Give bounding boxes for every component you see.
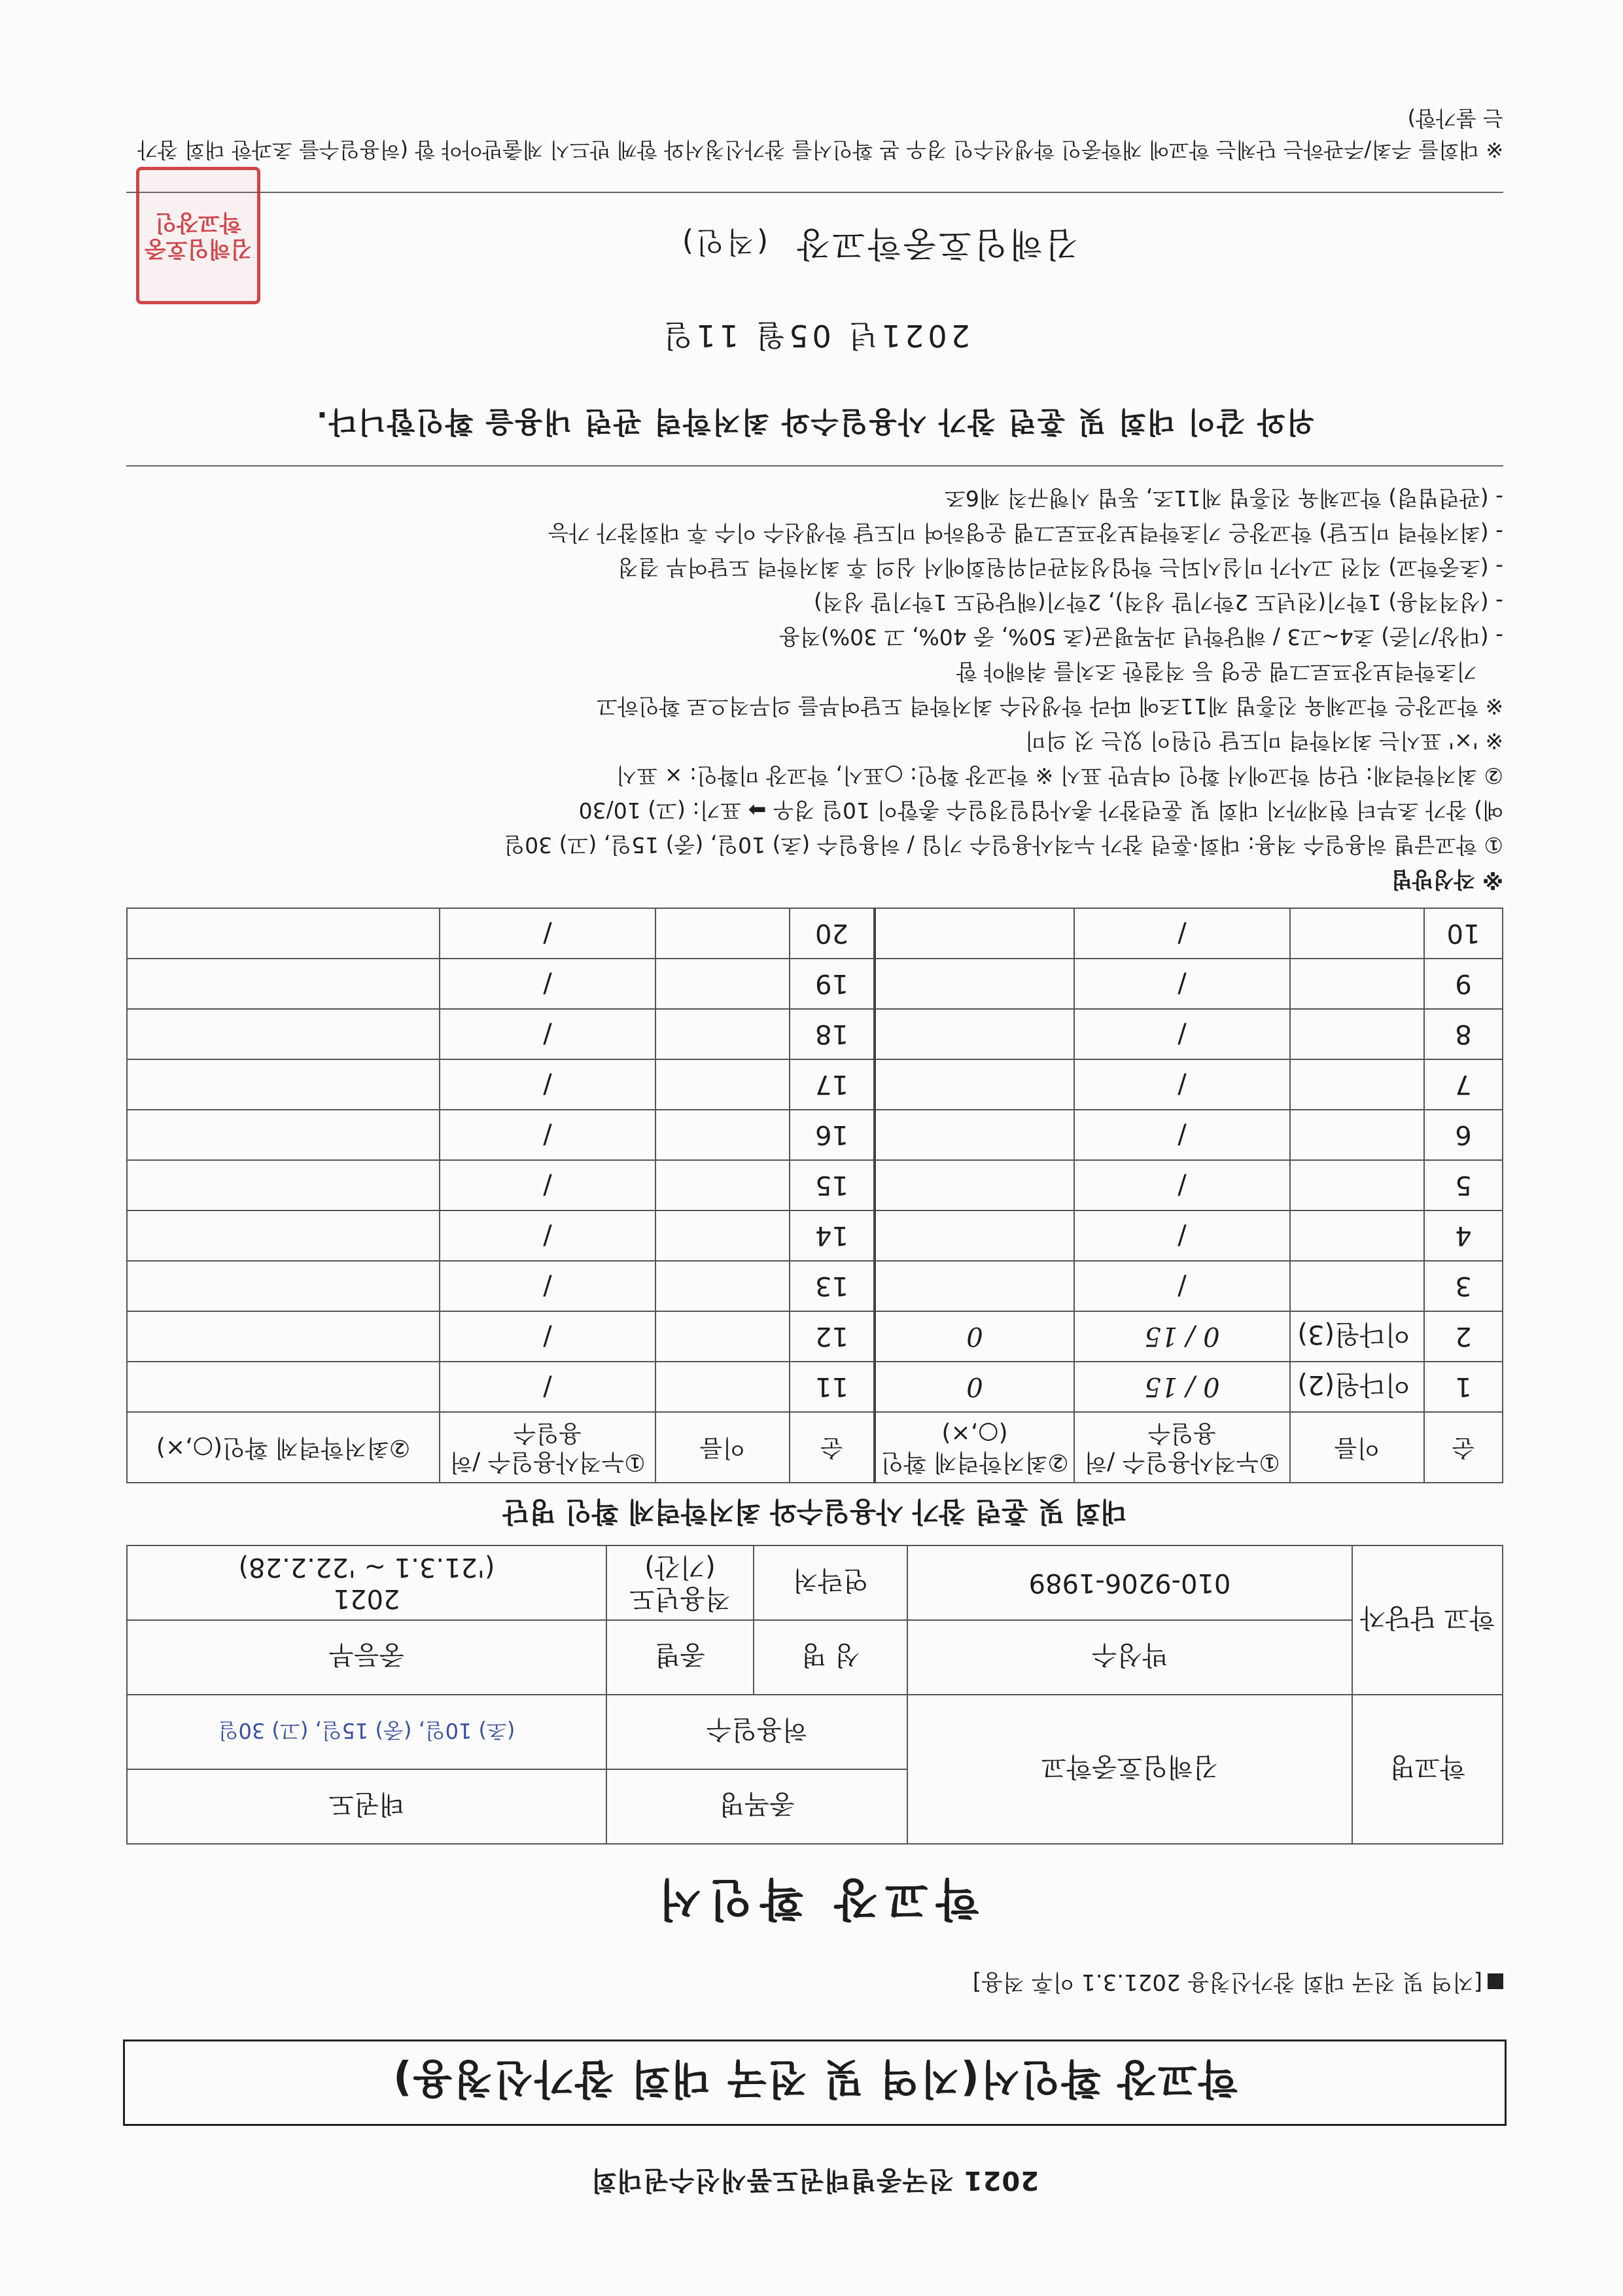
- row-name: [1290, 1261, 1424, 1311]
- row-days: /: [440, 908, 655, 959]
- row-check: [127, 1261, 440, 1311]
- event-value: 태권도: [127, 1769, 606, 1844]
- row-days: /: [1074, 1009, 1290, 1059]
- instruction-7: - (초중학교) 직전 고사가 미실시되는 학업성적관리위원회에서 심의 후 최저학력 도달여부 결정: [618, 555, 1503, 580]
- roster-header-row: [127, 1412, 1503, 1483]
- row-check: [127, 1059, 440, 1110]
- instruction-4-cont: 기초학력보장프로그램 운영 등 적절한 조치를 취해야 함: [956, 659, 1477, 684]
- instruction-2: ② 최저학력제: 단위 학교에서 확인 여부만 표시 ※ 학교장 확인: ○표시, 학교장 미확인: × 표시: [616, 763, 1503, 788]
- row-no: 11: [790, 1362, 875, 1412]
- row-no: 12: [790, 1311, 875, 1362]
- row-check: [875, 1261, 1074, 1311]
- school-manager-label: 학교 담당자: [1352, 1545, 1503, 1695]
- application-note: [126, 1968, 1503, 2000]
- row-name: [1290, 1059, 1424, 1110]
- table-row: [127, 908, 1503, 959]
- row-days: /: [440, 959, 655, 1009]
- col-header-check: ②최저학력제 확인(○,×): [875, 1412, 1074, 1483]
- row-days: 0 / 15: [1074, 1311, 1290, 1362]
- col-header-name: 이름: [1290, 1412, 1424, 1483]
- col-header-no-2: 순: [790, 1412, 875, 1483]
- instruction-4: ※ 학교장은 학교체육 진흥법 제11조에 따라 학생선수 최저학력 도달여부를 의무적으로 확인하고: [597, 694, 1503, 719]
- row-days: /: [1074, 1110, 1290, 1160]
- table-row: [127, 1009, 1503, 1059]
- row-no: 5: [1424, 1160, 1503, 1210]
- row-days: /: [440, 1362, 655, 1412]
- col-header-days: ①누적사용일수 /허용일수: [1074, 1412, 1290, 1483]
- school-info-table: [126, 1545, 1503, 1845]
- school-name-value: 김해임호중학교: [907, 1695, 1352, 1844]
- row-no: 8: [1424, 1009, 1503, 1059]
- table-row: [127, 1059, 1503, 1110]
- row-name: [655, 1009, 790, 1059]
- form-title: 학교장 확인서(지역 및 전국 대회 참가신청용): [392, 2055, 1238, 2104]
- allowed-days-label: 허용일수: [606, 1695, 907, 1769]
- row-check: [127, 1210, 440, 1261]
- instruction-1: ① 학교급별 허용일수 적용: 대회·훈련 참가 누적사용일수 기입 / 허용일수 (초) 10일, (중) 15일, (고) 30일: [504, 832, 1503, 858]
- official-seal-stamp: [136, 167, 260, 304]
- instruction-5: - (대상/기준) 초4~고3 / 해당학년 과목평균(초 50%, 중 40%, 고 30%)적용: [779, 624, 1503, 650]
- contact-value: 010-9206-1989: [907, 1545, 1352, 1620]
- divider: [126, 465, 1503, 467]
- row-check: [127, 1160, 440, 1210]
- division-label: 종별: [606, 1620, 754, 1695]
- instruction-6: - (성적적용) 1학기(전년도 2학기말 성적), 2학기(해당연도 1학기말 성적): [813, 590, 1503, 615]
- table-row: [127, 959, 1503, 1009]
- row-check: [875, 908, 1074, 959]
- row-no: 18: [790, 1009, 875, 1059]
- row-check: [127, 1362, 440, 1412]
- division-value: 중등부: [127, 1620, 606, 1695]
- row-check: [875, 959, 1074, 1009]
- row-no: 6: [1424, 1110, 1503, 1160]
- instruction-3: ※ '×' 표시는 최저학력 미도달 인원이 있는 것 의미: [1024, 728, 1503, 754]
- table-row: [127, 1210, 1503, 1261]
- student-roster-table: [126, 908, 1503, 1483]
- row-days: /: [440, 1210, 655, 1261]
- signer-name: 김해임호중학교장: [794, 224, 1078, 263]
- row-name: [655, 1311, 790, 1362]
- row-days: /: [440, 1261, 655, 1311]
- period-year: 2021: [333, 1583, 400, 1614]
- row-name: [655, 908, 790, 959]
- school-name-label: 학교명: [1352, 1695, 1503, 1844]
- row-no: 2: [1424, 1311, 1503, 1362]
- row-days: /: [1074, 1210, 1290, 1261]
- row-no: 14: [790, 1210, 875, 1261]
- row-no: 7: [1424, 1059, 1503, 1110]
- instructions: [126, 481, 1503, 897]
- confirmation-statement: 위와 같이 대회 및 훈련 참가 사용일수와 최저학력 관련 내용을 확인합니다.: [315, 405, 1315, 438]
- row-check: [875, 1009, 1074, 1059]
- instruction-9: - (관련법령) 학교체육 진흥법 제11조, 동법 시행규칙 제6조: [945, 486, 1503, 511]
- row-name: [655, 1160, 790, 1210]
- row-name: [1290, 908, 1424, 959]
- roster-section-title: 대회 및 훈련 참가 사용일수와 최저학력제 확인 명단: [502, 1496, 1127, 1528]
- instructions-heading: ※ 작성방법: [1391, 867, 1503, 892]
- col-header-no: 순: [1424, 1412, 1503, 1483]
- table-row: [127, 1261, 1503, 1311]
- row-name: [1290, 1160, 1424, 1210]
- row-days: /: [1074, 1160, 1290, 1210]
- period-range: ('21.3.1 ~ '22.2.28): [238, 1552, 495, 1582]
- row-no: 15: [790, 1160, 875, 1210]
- row-no: 19: [790, 959, 875, 1009]
- competition-title: 2021 전국종별태권도품새선수권대회: [590, 2165, 1039, 2195]
- signature-row: [126, 200, 1503, 285]
- row-days: /: [440, 1009, 655, 1059]
- square-bullet-icon: [1488, 1973, 1503, 1989]
- row-name: [655, 1059, 790, 1110]
- row-no: 10: [1424, 908, 1503, 959]
- row-check: [875, 1059, 1074, 1110]
- seal-label: (직인): [679, 225, 769, 258]
- row-check: [875, 1110, 1074, 1160]
- instruction-8: - (최저학력 미도달) 학교장은 기초학력보장프로그램 운영하여 미도달 학생선수 이수 후 대회참가 가능: [548, 520, 1503, 546]
- row-check: [127, 1311, 440, 1362]
- row-no: 9: [1424, 959, 1503, 1009]
- period-label: 적용년도 (기간): [606, 1545, 754, 1620]
- stamp-text: 김해임호중학교장인: [144, 209, 253, 262]
- contact-label: 연락처: [754, 1545, 907, 1620]
- table-row: [127, 1362, 1503, 1412]
- instruction-1-example: 예) 참가 초부터 현재까지 대회 및 훈련참가 총사업일정일수 총합이 10일 경우 ➡ 표기: (고) 10/30: [578, 798, 1503, 823]
- row-days: /: [1074, 908, 1290, 959]
- row-name: [1290, 1009, 1424, 1059]
- row-no: 17: [790, 1059, 875, 1110]
- row-no: 3: [1424, 1261, 1503, 1311]
- manager-name-value: 박성수: [907, 1620, 1352, 1695]
- row-check: 0: [875, 1311, 1074, 1362]
- row-days: /: [440, 1059, 655, 1110]
- row-days: /: [1074, 959, 1290, 1009]
- row-name: [1290, 1210, 1424, 1261]
- form-title-box: [123, 2040, 1507, 2126]
- row-no: 16: [790, 1110, 875, 1160]
- row-days: /: [1074, 1261, 1290, 1311]
- row-check: [127, 1110, 440, 1160]
- row-name: 이다원(2): [1290, 1362, 1424, 1412]
- row-name: [655, 1210, 790, 1261]
- period-value: [127, 1545, 606, 1620]
- manager-name-label: 성 명: [754, 1620, 907, 1695]
- row-check: [875, 1160, 1074, 1210]
- row-name: [655, 1110, 790, 1160]
- document-title: 학교장 확인서: [650, 1873, 979, 1924]
- row-no: 4: [1424, 1210, 1503, 1261]
- row-check: 0: [875, 1362, 1074, 1412]
- row-days: /: [440, 1110, 655, 1160]
- footer-note: ※ 대회를 주최/주관하는 단체는 학교에 재학중인 학생선수인 경우 본 확인서를 참가신청서와 함께 반드시 제출받아야 함 (허용일수를 초과한 대회 참가는 불가함): [137, 106, 1503, 162]
- row-days: /: [1074, 1059, 1290, 1110]
- col-header-name-2: 이름: [655, 1412, 790, 1483]
- row-days: 0 / 15: [1074, 1362, 1290, 1412]
- issue-date: 2021년 05월 11일: [659, 318, 970, 353]
- row-name: [1290, 959, 1424, 1009]
- col-header-days-2: ①누적사용일수 /허용일수: [440, 1412, 655, 1483]
- row-no: 20: [790, 908, 875, 959]
- table-row: [127, 1110, 1503, 1160]
- row-days: /: [440, 1311, 655, 1362]
- row-check: [127, 959, 440, 1009]
- row-name: 이다원(3): [1290, 1311, 1424, 1362]
- table-row: [127, 1160, 1503, 1210]
- allowed-days-value: (초) 10일, (중) 15일, (고) 30일: [127, 1695, 606, 1769]
- row-name: [655, 1362, 790, 1412]
- col-header-check-2: ②최저학력제 확인(○,×): [127, 1412, 440, 1483]
- event-label: 종목명: [606, 1769, 907, 1844]
- row-no: 13: [790, 1261, 875, 1311]
- divider: [126, 192, 1503, 193]
- row-check: [875, 1210, 1074, 1261]
- row-name: [655, 1261, 790, 1311]
- row-days: /: [440, 1160, 655, 1210]
- principal-signature: [680, 222, 1078, 272]
- row-check: [127, 908, 440, 959]
- row-no: 1: [1424, 1362, 1503, 1412]
- table-row: [127, 1311, 1503, 1362]
- application-note-text: [지역 및 전국 대회 참가신청용 2021.3.1 이후 적용]: [972, 1969, 1482, 1995]
- row-name: [1290, 1110, 1424, 1160]
- row-name: [655, 959, 790, 1009]
- row-check: [127, 1009, 440, 1059]
- document-content: [126, 103, 1503, 2201]
